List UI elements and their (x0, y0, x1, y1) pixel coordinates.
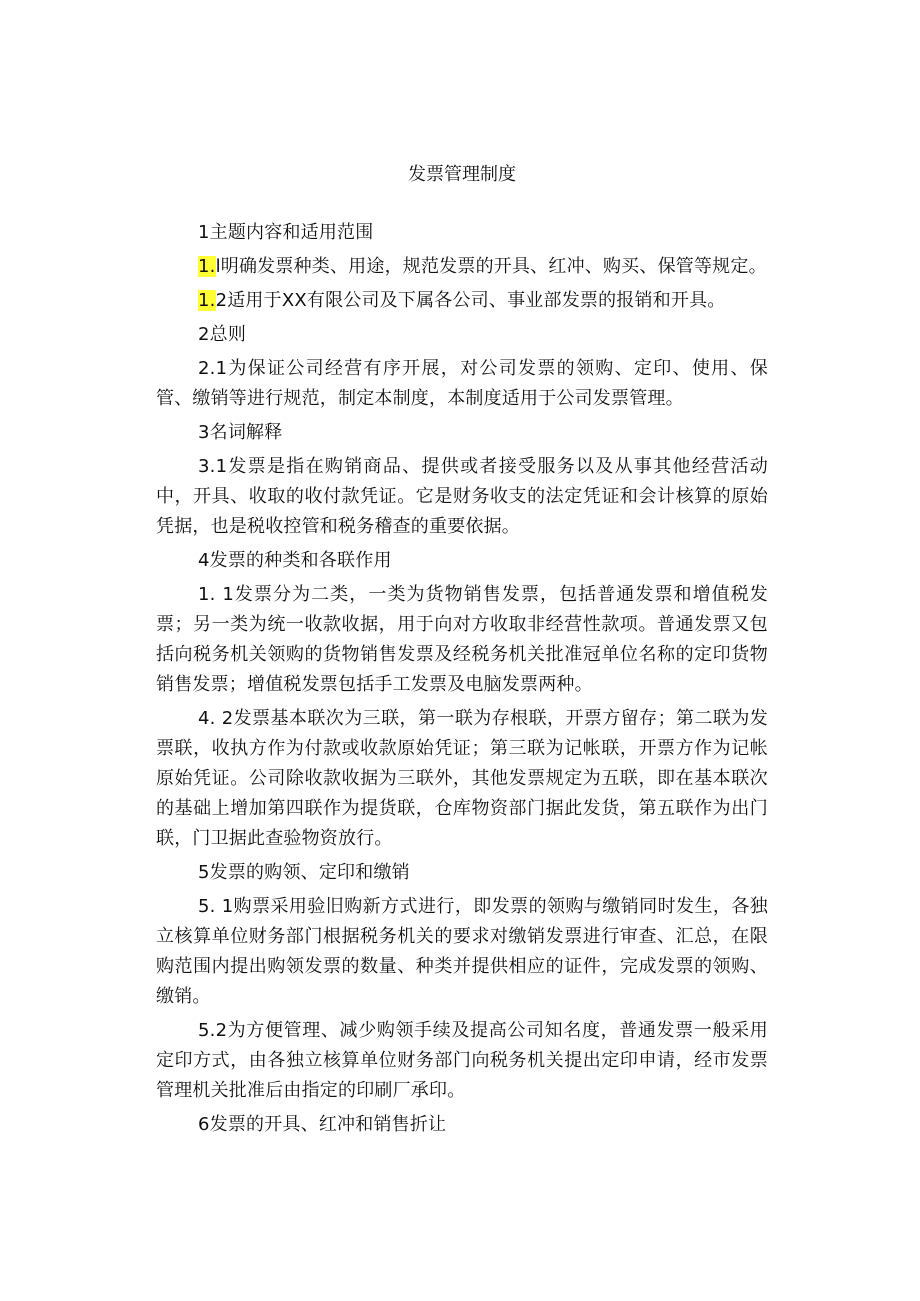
paragraph-text: 2总则 (198, 324, 247, 345)
highlighted-number: 1. (198, 256, 216, 277)
paragraph-text: 4发票的种类和各联作用 (198, 550, 392, 571)
paragraph-text: 1主题内容和适用范围 (198, 222, 374, 243)
paragraph-3-1 (156, 452, 768, 542)
highlighted-number: 1. (198, 290, 216, 311)
paragraph-5-1 (156, 892, 768, 1012)
document-title: 发票管理制度 (408, 164, 516, 185)
paragraph-text: 1. 1发票分为二类，一类为货物销售发票，包括普通发票和增值税发票；另一类为统一收款收据，用于向对方收取非经营性款项。普通发票又包括向税务机关领购的货物销售发票及经税务机关批准冠单位名称的定印货物销售发票；增值税发票包括手工发票及电脑发票两种。 (156, 584, 768, 695)
document-page (156, 160, 768, 1144)
paragraph-text: 2.1为保证公司经营有序开展，对公司发票的领购、定印、使用、保管、缴销等进行规范，制定本制度，本制度适用于公司发票管理。 (156, 358, 768, 409)
paragraph-text: 3名词解释 (198, 422, 283, 443)
section-3-heading (156, 418, 768, 448)
paragraph-1-2 (156, 286, 768, 316)
section-2-heading (156, 320, 768, 350)
paragraph-text: l明确发票种类、用途，规范发票的开具、红冲、购买、保管等规定。 (215, 256, 767, 277)
section-1-heading (156, 218, 768, 248)
paragraph-text: 3.1发票是指在购销商品、提供或者接受服务以及从事其他经营活动中，开具、收取的收付款凭证。它是财务收支的法定凭证和会计核算的原始凭据，也是税收控管和税务稽查的重要依据。 (156, 456, 768, 537)
paragraph-4-1 (156, 580, 768, 700)
paragraph-text: 4. 2发票基本联次为三联，第一联为存根联，开票方留存；第二联为发票联，收执方作为付款或收款原始凭证；第三联为记帐联，开票方作为记帐原始凭证。公司除收款收据为三联外，其他发票规定为五联，即在基本联次的基础上增加第四联作为提货联，仓库物资部门据此发货，第五联作为出门联，门卫据此查验物资放行。 (156, 708, 768, 849)
paragraph-text: 2适用于XX有限公司及下属各公司、事业部发票的报销和开具。 (215, 290, 726, 311)
section-6-heading (156, 1110, 768, 1140)
paragraph-5-2 (156, 1016, 768, 1106)
paragraph-4-2 (156, 704, 768, 854)
paragraph-text: 6发票的开具、红冲和销售折让 (198, 1114, 447, 1135)
section-5-heading (156, 858, 768, 888)
paragraph-1-1 (156, 252, 768, 282)
paragraph-text: 5. 1购票采用验旧购新方式进行，即发票的领购与缴销同时发生，各独立核算单位财务部门根据税务机关的要求对缴销发票进行审查、汇总，在限购范围内提出购领发票的数量、种类并提供相应的证件，完成发票的领购、缴销。 (156, 896, 768, 1007)
section-4-heading (156, 546, 768, 576)
paragraph-2-1 (156, 354, 768, 414)
paragraph-text: 5发票的购领、定印和缴销 (198, 862, 410, 883)
paragraph-text: 5.2为方便管理、减少购领手续及提高公司知名度，普通发票一般采用定印方式，由各独立核算单位财务部门向税务机关提出定印申请，经市发票管理机关批准后由指定的印刷厂承印。 (156, 1020, 768, 1101)
